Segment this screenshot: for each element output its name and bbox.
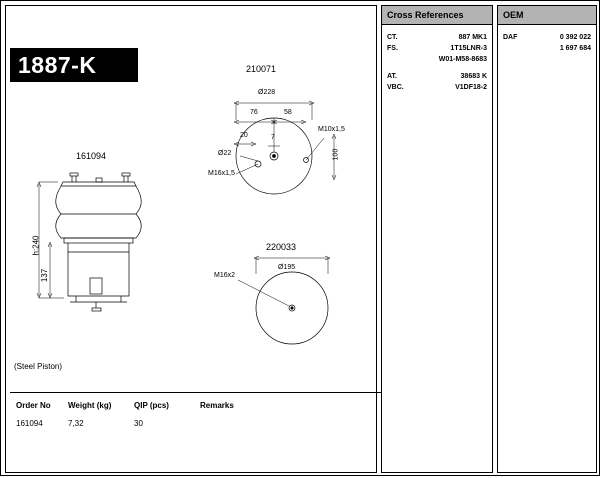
assembly-svg: [6, 6, 206, 366]
oem-panel: [497, 5, 597, 473]
steel-piston-note: (Steel Piston): [14, 362, 63, 371]
part-title: 1887-K: [18, 51, 97, 78]
order-table-header-order-no: Order No: [16, 401, 51, 410]
cross-reference-row: [382, 45, 492, 56]
oem-code: 1 697 684: [559, 45, 591, 52]
piston-drawing: [196, 236, 376, 366]
cross-reference-brand: CT.: [387, 34, 398, 41]
cross-references-panel: [381, 5, 493, 473]
weight-value: 7,32: [68, 419, 84, 428]
order-no-value: 161094: [16, 419, 43, 428]
order-table: [10, 392, 382, 478]
top-plate-hole-left: Ø22: [218, 150, 232, 157]
top-plate-thread-right: M10x1,5: [318, 126, 345, 133]
cross-reference-row: [382, 84, 492, 95]
top-plate-dim-e: 100: [332, 148, 340, 161]
oem-code: 0 392 022: [559, 34, 591, 41]
top-plate-dim-b: 58: [284, 109, 292, 116]
order-table-header-remarks: Remarks: [200, 401, 234, 410]
cross-reference-brand: FS.: [387, 45, 398, 52]
cross-references-header: Cross References: [382, 6, 492, 25]
top-plate-drawing: [196, 56, 376, 216]
piston-part-number: 220033: [266, 242, 297, 252]
qip-value: 30: [134, 419, 143, 428]
assembly-bottom-dim: 137: [40, 268, 50, 283]
oem-header: OEM: [498, 6, 596, 25]
cross-reference-code: 887 MK1: [458, 34, 487, 41]
assembly-part-number: 161094: [76, 151, 107, 161]
order-table-header-qip: QIP (pcs): [134, 401, 169, 410]
top-plate-svg: [196, 56, 376, 216]
top-plate-part-number: 210071: [246, 64, 277, 74]
top-plate-dim-a: 76: [250, 109, 258, 116]
drawing-panel: [5, 5, 377, 473]
cross-reference-code: V1DF18-2: [455, 84, 487, 91]
oem-brand: DAF: [503, 34, 518, 41]
cross-reference-brand: AT.: [387, 73, 397, 80]
piston-thread: M16x2: [214, 272, 236, 279]
cross-reference-brand: VBC.: [387, 84, 404, 91]
top-plate-diameter: Ø228: [258, 89, 276, 96]
cross-reference-code: 1T15LNR-3: [450, 45, 487, 52]
piston-svg: [196, 236, 376, 366]
order-table-header-weight: Weight (kg): [68, 401, 112, 410]
assembly-height-dim: h:240: [31, 235, 41, 256]
oem-row: [498, 34, 596, 45]
piston-diameter: Ø195: [278, 264, 296, 271]
assembly-drawing: [6, 6, 206, 366]
cross-reference-row: [382, 34, 492, 45]
oem-row: [498, 45, 596, 56]
cross-reference-row: [382, 73, 492, 84]
top-plate-dim-c: 20: [240, 132, 248, 139]
oem-body: [498, 25, 596, 56]
cross-references-body: [382, 25, 492, 95]
cross-reference-code: 38683 K: [460, 73, 487, 80]
top-plate-thread-left: M16x1,5: [208, 170, 235, 177]
cross-reference-row: [382, 56, 492, 67]
cross-reference-code: W01-M58-8683: [438, 56, 487, 63]
top-plate-dim-d: 7: [271, 134, 275, 141]
